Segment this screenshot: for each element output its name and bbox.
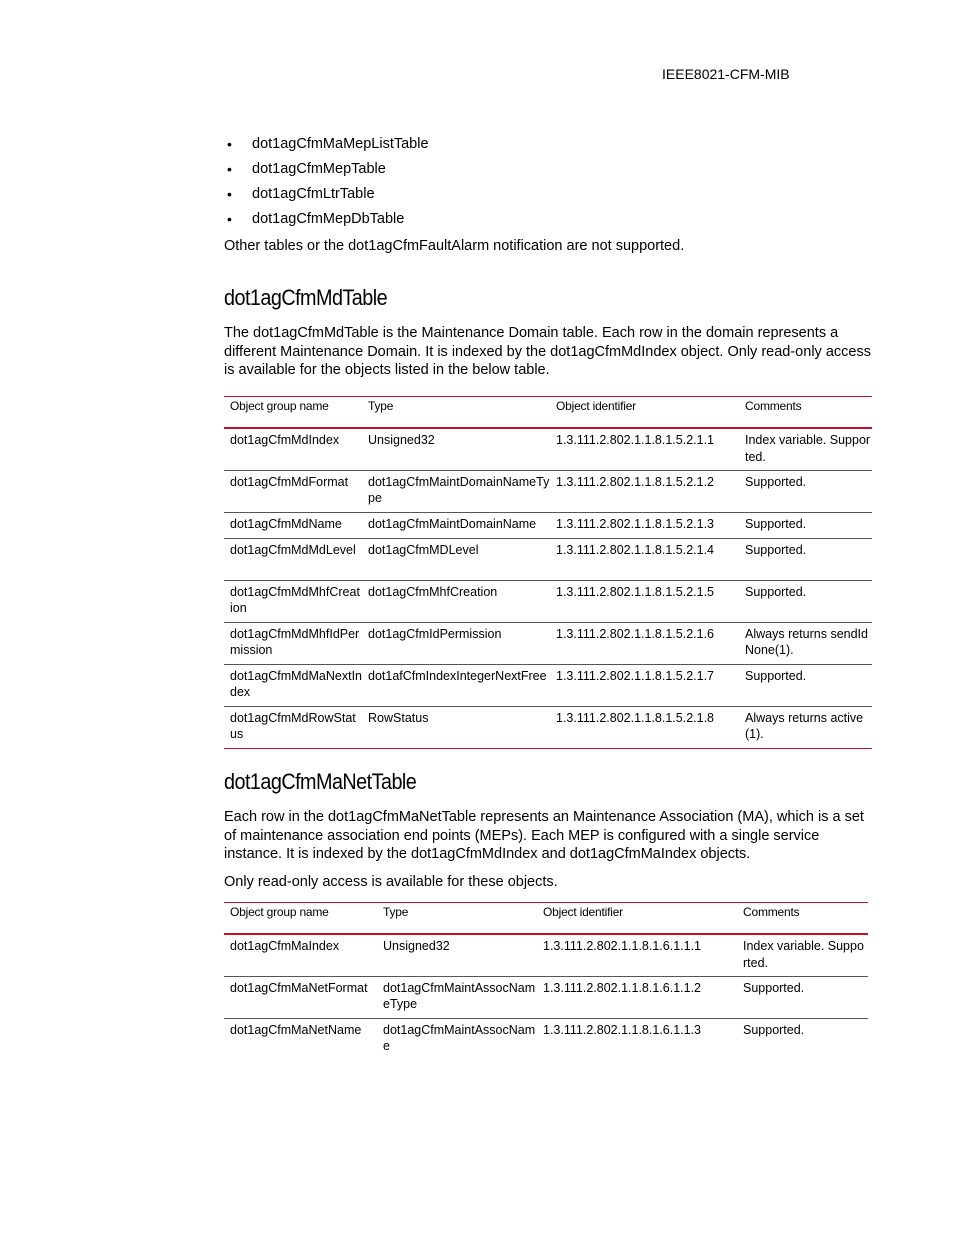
table-cell: dot1agCfmMdIndex (230, 433, 340, 447)
table-header-row (224, 397, 872, 429)
table-cell: dot1agCfmMdName (230, 516, 342, 531)
table-cell: dot1agCfmMaNetName (230, 1022, 362, 1037)
table-row (224, 976, 868, 1018)
column-header: Comments (745, 399, 802, 413)
table-cell: 1.3.111.2.802.1.1.8.1.5.2.1.8 (556, 710, 715, 725)
table-cell: dot1agCfmMdMhfIdPermission (230, 626, 360, 657)
list-item: • dot1agCfmMepTable (224, 159, 429, 184)
table-cell: 1.3.111.2.802.1.1.8.1.5.2.1.5 (556, 584, 715, 599)
table-header-row (224, 903, 868, 935)
table-cell: dot1agCfmMdMdLevel (230, 542, 356, 557)
table-cell: dot1agCfmIdPermission (368, 626, 502, 641)
table-cell: RowStatus (368, 710, 429, 725)
table-cell: dot1afCfmIndexIntegerNextFree (368, 668, 547, 683)
table-row (224, 1018, 868, 1060)
table-cell: Supported. (745, 584, 807, 599)
md-table (224, 396, 872, 749)
table-cell: Supported. (745, 474, 807, 489)
list-item: • dot1agCfmMepDbTable (224, 209, 429, 234)
table-cell: Unsigned32 (383, 939, 450, 953)
column-header: Type (368, 399, 394, 413)
section-heading-md-table: dot1agCfmMdTable (224, 285, 388, 310)
table-cell: 1.3.111.2.802.1.1.8.1.5.2.1.6 (556, 626, 715, 641)
table-row (224, 580, 872, 622)
table-cell: 1.3.111.2.802.1.1.8.1.6.1.1.3 (543, 1022, 702, 1037)
table-cell: Supported. (743, 1022, 805, 1037)
table-cell: dot1agCfmMaintDomainNameType (368, 474, 550, 505)
table-cell: dot1agCfmMdMaNextIndex (230, 668, 363, 699)
table-row (224, 428, 872, 470)
table-row (224, 664, 872, 706)
manet-table (224, 902, 868, 1060)
section-intro-md-table: The dot1agCfmMdTable is the Maintenance Domain table. Each row in the domain represents a different Maintenance Domain. It is indexed by the dot1agCfmMdIndex object. Only read-only access is available for the objects listed in the below table. (224, 325, 871, 378)
table-cell: 1.3.111.2.802.1.1.8.1.5.2.1.7 (556, 668, 715, 683)
table-cell: Supported. (745, 516, 807, 531)
table-row (224, 538, 872, 580)
table-cell: Index variable. Supported. (745, 433, 871, 464)
support-note: Other tables or the dot1agCfmFaultAlarm notification are not supported. (224, 238, 685, 254)
unsupported-table-list (224, 134, 429, 234)
column-header: Object group name (230, 905, 329, 919)
table-cell: Index variable. Supported. (743, 939, 864, 970)
table-row (224, 470, 872, 512)
table-cell: dot1agCfmMaintDomainName (368, 516, 537, 531)
table-cell: dot1agCfmMaIndex (230, 939, 340, 953)
table-cell: Always returns sendIdNone(1). (745, 626, 868, 657)
table-cell: dot1agCfmMdMhfCreation (230, 584, 360, 615)
table-cell: Supported. (745, 542, 807, 557)
page-header: IEEE8021-CFM-MIB (662, 66, 790, 82)
column-header: Object group name (230, 399, 329, 413)
list-item: • dot1agCfmLtrTable (224, 184, 429, 209)
table-cell: dot1agCfmMaintAssocNameType (383, 980, 536, 1011)
table-row (224, 512, 872, 538)
table-row (224, 934, 868, 976)
table-cell: dot1agCfmMdFormat (230, 474, 349, 489)
table-cell: 1.3.111.2.802.1.1.8.1.5.2.1.1 (556, 433, 715, 447)
column-header: Comments (743, 905, 800, 919)
table-cell: Unsigned32 (368, 433, 435, 447)
table-cell: Always returns active(1). (745, 710, 864, 741)
table-cell: Supported. (743, 980, 805, 995)
table-cell: dot1agCfmMaintAssocName (383, 1022, 536, 1053)
access-note: Only read-only access is available for these objects. (224, 874, 558, 890)
list-item: • dot1agCfmMaMepListTable (224, 134, 429, 159)
column-header: Object identifier (543, 905, 623, 919)
column-header: Object identifier (556, 399, 636, 413)
table-row (224, 622, 872, 664)
table-cell: 1.3.111.2.802.1.1.8.1.5.2.1.3 (556, 516, 715, 531)
table-cell: dot1agCfmMDLevel (368, 542, 479, 557)
table-cell: Supported. (745, 668, 807, 683)
table-cell: 1.3.111.2.802.1.1.8.1.6.1.1.1 (543, 939, 702, 953)
table-cell: dot1agCfmMaNetFormat (230, 980, 368, 995)
section-intro-manet-table: Each row in the dot1agCfmMaNetTable represents an Maintenance Association (MA), which is a set of maintenance association end points (MEPs). Each MEP is configured with a single service instance. It is indexed by the dot1agCfmMdIndex and dot1agCfmMaIndex objects. (224, 809, 864, 862)
table-cell: dot1agCfmMdRowStatus (230, 710, 356, 741)
column-header: Type (383, 905, 409, 919)
table-cell: 1.3.111.2.802.1.1.8.1.5.2.1.4 (556, 542, 715, 557)
table-row (224, 706, 872, 748)
table-cell: 1.3.111.2.802.1.1.8.1.6.1.1.2 (543, 980, 702, 995)
section-heading-manet-table: dot1agCfmMaNetTable (224, 769, 417, 794)
table-cell: dot1agCfmMhfCreation (368, 584, 498, 599)
table-cell: 1.3.111.2.802.1.1.8.1.5.2.1.2 (556, 474, 715, 489)
